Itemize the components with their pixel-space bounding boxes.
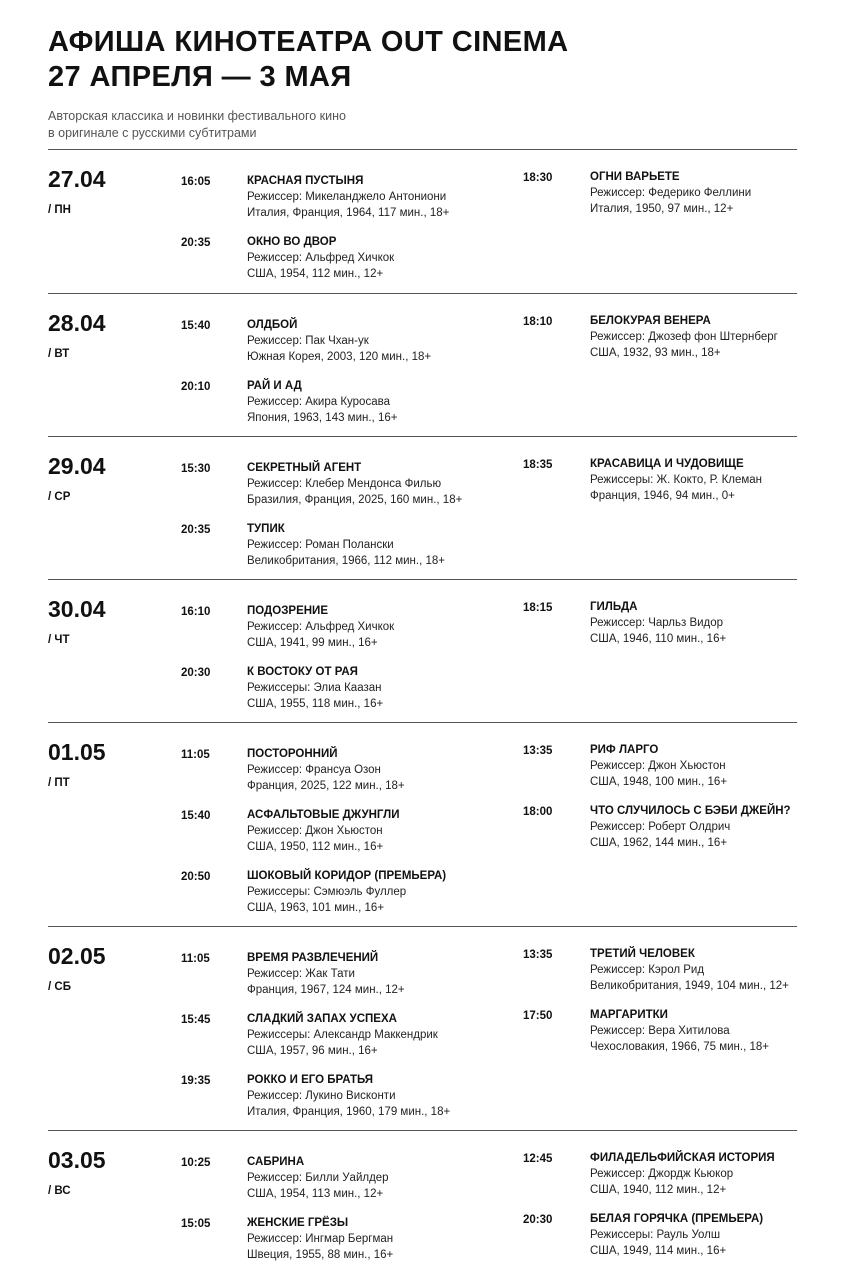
film-title: ОКНО ВО ДВОР <box>247 236 337 248</box>
screening-time: 15:40 <box>181 320 211 332</box>
film-entry[interactable] <box>590 456 810 504</box>
film-title: ЧТО СЛУЧИЛОСЬ С БЭБИ ДЖЕЙН? <box>590 805 791 817</box>
day-weekday: / ПТ <box>48 777 70 789</box>
film-title: К ВОСТОКУ ОТ РАЯ <box>247 666 358 678</box>
film-director: Режиссер: Альфред Хичкок <box>247 621 395 633</box>
screening-time: 16:05 <box>181 176 211 188</box>
film-entry[interactable] <box>247 521 517 569</box>
film-info: США, 1954, 112 мин., 12+ <box>247 268 384 280</box>
screening-time: 18:00 <box>523 806 553 818</box>
day-date: 03.05 <box>48 1147 106 1173</box>
film-info: США, 1955, 118 мин., 16+ <box>247 698 384 710</box>
film-title: ОЛДБОЙ <box>247 319 298 331</box>
film-title: ГИЛЬДА <box>590 601 638 613</box>
film-director: Режиссер: Ингмар Бергман <box>247 1233 394 1245</box>
film-info: Чехословакия, 1966, 75 мин., 18+ <box>590 1041 769 1053</box>
screening-time: 17:50 <box>523 1010 553 1022</box>
film-entry[interactable] <box>247 234 517 282</box>
screening-time: 20:30 <box>181 667 211 679</box>
film-info: Италия, 1950, 97 мин., 12+ <box>590 203 734 215</box>
day-weekday: / ВС <box>48 1185 71 1197</box>
film-info: Бразилия, Франция, 2025, 160 мин., 18+ <box>247 494 463 506</box>
screening-time: 20:10 <box>181 381 211 393</box>
film-entry[interactable] <box>247 664 517 712</box>
film-director: Режиссер: Пак Чхан-ук <box>247 335 369 347</box>
film-title: МАРГАРИТКИ <box>590 1009 668 1021</box>
film-director: Режиссер: Джон Хьюстон <box>590 760 726 772</box>
day-date: 30.04 <box>48 596 106 622</box>
film-title: КРАСНАЯ ПУСТЫНЯ <box>247 175 364 187</box>
day-date: 29.04 <box>48 453 106 479</box>
screening-time: 11:05 <box>181 749 210 761</box>
film-title: КРАСАВИЦА И ЧУДОВИЩЕ <box>590 458 744 470</box>
screening-time: 20:50 <box>181 871 211 883</box>
day-weekday: / СБ <box>48 981 71 993</box>
screening-time: 13:35 <box>523 745 553 757</box>
film-entry[interactable] <box>247 1072 517 1120</box>
film-director: Режиссер: Микеланджело Антониони <box>247 191 447 203</box>
film-director: Режиссер: Франсуа Озон <box>247 764 381 776</box>
film-title: ПОДОЗРЕНИЕ <box>247 605 328 617</box>
day-date: 02.05 <box>48 943 106 969</box>
film-director: Режиссер: Кэрол Рид <box>590 964 705 976</box>
film-director: Режиссер: Альфред Хичкок <box>247 252 395 264</box>
screening-time: 12:45 <box>523 1153 553 1165</box>
film-entry[interactable] <box>590 169 810 217</box>
film-entry[interactable] <box>590 1150 810 1198</box>
film-entry[interactable] <box>247 950 517 998</box>
film-entry[interactable] <box>247 378 517 426</box>
screening-time: 15:40 <box>181 810 211 822</box>
film-director: Режиссер: Роберт Олдрич <box>590 821 731 833</box>
film-info: США, 1949, 114 мин., 16+ <box>590 1245 727 1257</box>
film-director: Режиссер: Вера Хитилова <box>590 1025 730 1037</box>
subtitle-line-1: Авторская классика и новинки фестивального кино <box>48 109 346 123</box>
film-director: Режиссер: Клебер Мендонса Филью <box>247 478 442 490</box>
screening-time: 10:25 <box>181 1157 211 1169</box>
day-weekday: / ЧТ <box>48 634 70 646</box>
film-entry[interactable] <box>590 1007 810 1055</box>
film-director: Режиссер: Билли Уайлдер <box>247 1172 389 1184</box>
film-title: РОККО И ЕГО БРАТЬЯ <box>247 1074 374 1086</box>
film-title: ТРЕТИЙ ЧЕЛОВЕК <box>590 948 695 960</box>
film-info: Япония, 1963, 143 мин., 16+ <box>247 412 398 424</box>
screening-time: 20:35 <box>181 237 211 249</box>
screening-time: 16:10 <box>181 606 211 618</box>
film-info: США, 1940, 112 мин., 12+ <box>590 1184 727 1196</box>
film-info: Великобритания, 1949, 104 мин., 12+ <box>590 980 789 992</box>
screening-time: 18:35 <box>523 459 553 471</box>
film-info: Швеция, 1955, 88 мин., 16+ <box>247 1249 394 1261</box>
day-weekday: / ВТ <box>48 348 70 360</box>
film-director: Режиссеры: Сэмюэль Фуллер <box>247 886 407 898</box>
film-title: ПОСТОРОННИЙ <box>247 748 338 760</box>
film-director: Режиссеры: Александр Маккендрик <box>247 1029 438 1041</box>
film-director: Режиссер: Лукино Висконти <box>247 1090 396 1102</box>
film-entry[interactable] <box>247 1215 517 1263</box>
film-title: ШОКОВЫЙ КОРИДОР (ПРЕМЬЕРА) <box>247 870 447 882</box>
day-divider <box>48 722 797 723</box>
film-title: СЛАДКИЙ ЗАПАХ УСПЕХА <box>247 1013 397 1025</box>
film-info: США, 1954, 113 мин., 12+ <box>247 1188 384 1200</box>
day-date: 01.05 <box>48 739 106 765</box>
day-weekday: / ПН <box>48 204 71 216</box>
film-info: США, 1950, 112 мин., 16+ <box>247 841 384 853</box>
film-director: Режиссер: Жак Тати <box>247 968 355 980</box>
film-info: Франция, 1946, 94 мин., 0+ <box>590 490 735 502</box>
film-title: ТУПИК <box>247 523 285 535</box>
film-entry[interactable] <box>590 599 810 647</box>
film-entry[interactable] <box>590 946 810 994</box>
film-entry[interactable] <box>590 1211 810 1259</box>
film-entry[interactable] <box>247 746 517 794</box>
day-divider <box>48 149 797 150</box>
screening-time: 15:05 <box>181 1218 211 1230</box>
screening-time: 13:35 <box>523 949 553 961</box>
film-director: Режиссер: Роман Полански <box>247 539 394 551</box>
film-director: Режиссер: Джордж Кьюкор <box>590 1168 734 1180</box>
film-info: США, 1962, 144 мин., 16+ <box>590 837 728 849</box>
screening-time: 20:30 <box>523 1214 553 1226</box>
day-divider <box>48 436 797 437</box>
film-director: Режиссеры: Рауль Уолш <box>590 1229 721 1241</box>
screening-time: 15:45 <box>181 1014 211 1026</box>
film-info: Франция, 2025, 122 мин., 18+ <box>247 780 405 792</box>
screening-time: 18:30 <box>523 172 553 184</box>
film-title: ФИЛАДЕЛЬФИЙСКАЯ ИСТОРИЯ <box>590 1152 775 1164</box>
film-title: БЕЛАЯ ГОРЯЧКА (ПРЕМЬЕРА) <box>590 1213 764 1225</box>
day-divider <box>48 926 797 927</box>
film-info: США, 1946, 110 мин., 16+ <box>590 633 727 645</box>
day-date: 27.04 <box>48 166 106 192</box>
film-entry[interactable] <box>247 460 517 508</box>
day-weekday: / СР <box>48 491 71 503</box>
screening-time: 11:05 <box>181 953 210 965</box>
day-divider <box>48 1130 797 1131</box>
page-title-line-2: 27 АПРЕЛЯ — 3 МАЯ <box>48 61 352 93</box>
film-info: США, 1963, 101 мин., 16+ <box>247 902 385 914</box>
screening-time: 15:30 <box>181 463 211 475</box>
day-divider <box>48 579 797 580</box>
film-entry[interactable] <box>247 807 517 855</box>
day-date: 28.04 <box>48 310 106 336</box>
film-info: США, 1957, 96 мин., 16+ <box>247 1045 378 1057</box>
film-entry[interactable] <box>247 1154 517 1202</box>
film-director: Режиссер: Джон Хьюстон <box>247 825 383 837</box>
film-director: Режиссер: Федерико Феллини <box>590 187 752 199</box>
film-director: Режиссеры: Элиа Каазан <box>247 682 382 694</box>
film-title: БЕЛОКУРАЯ ВЕНЕРА <box>590 315 711 327</box>
film-title: ОГНИ ВАРЬЕТЕ <box>590 171 680 183</box>
film-title: ЖЕНСКИЕ ГРЁЗЫ <box>247 1217 349 1229</box>
film-title: САБРИНА <box>247 1156 305 1168</box>
film-entry[interactable] <box>247 603 517 651</box>
film-info: Великобритания, 1966, 112 мин., 18+ <box>247 555 445 567</box>
film-info: Италия, Франция, 1960, 179 мин., 18+ <box>247 1106 451 1118</box>
screening-time: 19:35 <box>181 1075 211 1087</box>
film-entry[interactable] <box>247 1011 517 1059</box>
screening-time: 18:10 <box>523 316 553 328</box>
film-director: Режиссер: Акира Куросава <box>247 396 390 408</box>
film-info: США, 1941, 99 мин., 16+ <box>247 637 378 649</box>
subtitle-line-2: в оригинале с русскими субтитрами <box>48 126 257 140</box>
film-title: РАЙ И АД <box>247 380 302 392</box>
screening-time: 20:35 <box>181 524 211 536</box>
day-divider <box>48 293 797 294</box>
screening-time: 18:15 <box>523 602 553 614</box>
film-info: Южная Корея, 2003, 120 мин., 18+ <box>247 351 432 363</box>
film-director: Режиссер: Джозеф фон Штернберг <box>590 331 778 343</box>
film-entry[interactable] <box>247 868 517 916</box>
film-director: Режиссеры: Ж. Кокто, Р. Клеман <box>590 474 763 486</box>
film-entry[interactable] <box>590 803 810 851</box>
film-title: АСФАЛЬТОВЫЕ ДЖУНГЛИ <box>247 809 400 821</box>
film-info: США, 1948, 100 мин., 16+ <box>590 776 728 788</box>
page-title-line-1: АФИША КИНОТЕАТРА OUT CINEMA <box>48 26 569 58</box>
film-title: РИФ ЛАРГО <box>590 744 659 756</box>
film-title: СЕКРЕТНЫЙ АГЕНТ <box>247 462 362 474</box>
film-entry[interactable] <box>247 173 517 221</box>
film-info: США, 1932, 93 мин., 18+ <box>590 347 721 359</box>
film-entry[interactable] <box>247 317 517 365</box>
film-entry[interactable] <box>590 742 810 790</box>
film-info: Франция, 1967, 124 мин., 12+ <box>247 984 405 996</box>
film-info: Италия, Франция, 1964, 117 мин., 18+ <box>247 207 450 219</box>
film-title: ВРЕМЯ РАЗВЛЕЧЕНИЙ <box>247 952 379 964</box>
film-director: Режиссер: Чарльз Видор <box>590 617 724 629</box>
film-entry[interactable] <box>590 313 810 361</box>
